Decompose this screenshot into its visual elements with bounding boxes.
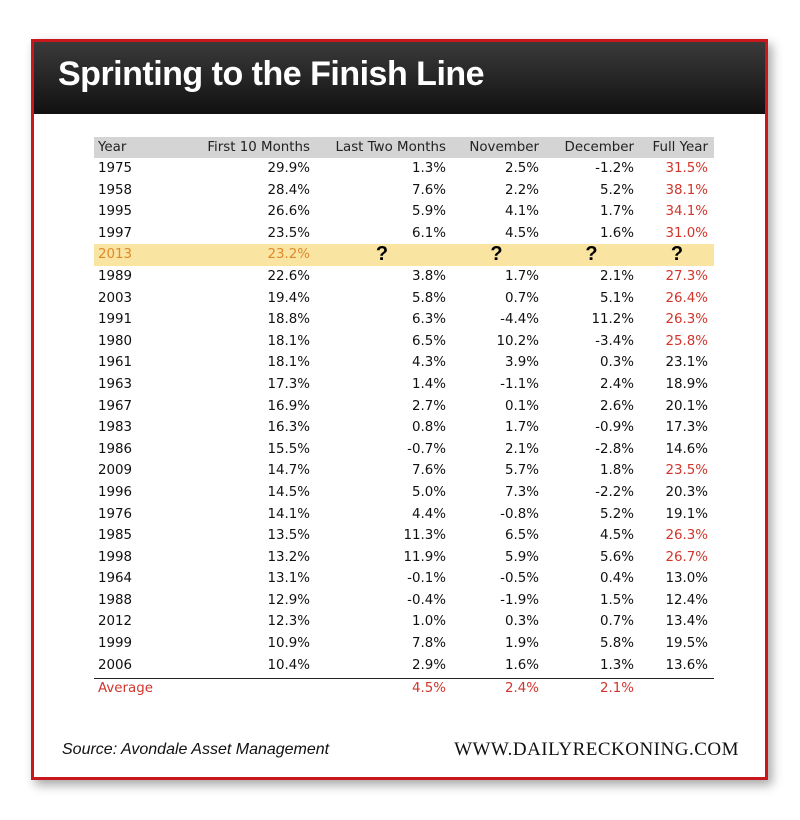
cell-last-two-months: 6.3% [411,312,446,328]
cell-last-two-months: 3.8% [411,268,446,284]
cell-december: 0.4% [599,571,634,587]
cell-november: -1.1% [500,376,539,392]
cell-last-two-months: 1.0% [411,614,446,630]
cell-november: 10.2% [496,333,539,349]
cell-first-10-months: 14.1% [267,506,310,522]
cell-full-year: 38.1% [665,182,708,198]
cell-december: 0.3% [599,355,634,371]
table-row [94,633,714,655]
cell-full-year: 19.1% [665,506,708,522]
source-note: Source: Avondale Asset Management [62,741,330,758]
cell-year: 1991 [98,312,133,328]
cell-year: 1976 [98,506,133,522]
cell-december: -0.9% [595,420,634,436]
table-row [94,309,714,331]
cell-december: 1.5% [599,592,634,608]
table-row [94,352,714,374]
cell-november: -1.9% [500,592,539,608]
cell-first-10-months: 16.3% [267,420,310,436]
cell-full-year: 13.6% [665,657,708,673]
cell-first-10-months: 26.6% [267,204,310,220]
table-row [94,525,714,547]
cell-november: 1.7% [504,268,539,284]
table-row [94,460,714,482]
header-november: November [469,140,539,155]
cell-first-10-months: 18.1% [267,355,310,371]
cell-first-10-months: 18.1% [267,333,310,349]
cell-november: 5.9% [504,549,539,565]
cell-last-two-months: 2.7% [411,398,446,414]
cell-december: -1.2% [595,161,634,176]
cell-first-10-months: 14.7% [267,463,310,479]
cell-year: 1988 [98,592,133,608]
cell-full-year: 31.0% [665,225,708,241]
cell-december: 5.2% [599,182,634,198]
cell-year: 1958 [98,182,133,198]
cell-december: 11.2% [591,312,634,328]
cell-december: 2.4% [599,376,634,392]
cell-december: ? [585,243,598,266]
cell-last-two-months: -0.4% [407,592,446,608]
cell-november: 0.3% [504,614,539,630]
cell-year: 1980 [98,333,133,349]
cell-full-year: 18.9% [665,376,708,392]
average-row [94,678,714,699]
table-row [94,655,714,677]
cell-full-year: 26.3% [665,528,708,544]
cell-full-year: 31.5% [665,161,708,176]
average-label: Average [98,681,153,697]
cell-year: 1963 [98,376,133,392]
average-full-year [640,679,714,699]
cell-last-two-months: 7.8% [411,636,446,652]
cell-year: 1964 [98,571,133,587]
cell-year: 2012 [98,614,133,630]
cell-december: -2.2% [595,484,634,500]
cell-last-two-months: 11.3% [403,528,446,544]
cell-first-10-months: 14.5% [267,484,310,500]
table-row [94,439,714,461]
table-row [94,482,714,504]
cell-december: 0.7% [599,614,634,630]
cell-full-year: 25.8% [665,333,708,349]
cell-november: 4.5% [504,225,539,241]
cell-december: 5.1% [599,290,634,306]
cell-full-year: 26.3% [665,312,708,328]
table-row [94,590,714,612]
cell-november: 2.2% [504,182,539,198]
header-december: December [564,140,634,155]
cell-last-two-months: 0.8% [411,420,446,436]
header-year: Year [98,140,127,155]
cell-last-two-months: ? [375,243,389,266]
cell-full-year: ? [670,243,684,266]
returns-table [94,137,714,699]
cell-last-two-months: 5.0% [411,484,446,500]
cell-year: 2013 [98,247,133,263]
cell-november: -4.4% [500,312,539,328]
cell-full-year: 26.7% [665,549,708,565]
cell-november: ? [490,243,503,266]
cell-last-two-months: 6.5% [411,333,446,349]
cell-year: 1999 [98,636,133,652]
cell-full-year: 26.4% [665,290,708,306]
cell-first-10-months: 13.2% [267,549,310,565]
header-first-10-months: First 10 Months [207,140,310,155]
table-row [94,547,714,569]
cell-full-year: 13.4% [665,614,708,630]
cell-last-two-months: 2.9% [411,657,446,673]
cell-december: 5.8% [599,636,634,652]
table-row [94,417,714,439]
cell-year: 1983 [98,420,133,436]
cell-first-10-months: 23.2% [267,247,310,263]
cell-last-two-months: 5.9% [411,204,446,220]
cell-full-year: 13.0% [665,571,708,587]
cell-first-10-months: 19.4% [267,290,310,306]
cell-november: -0.5% [500,571,539,587]
cell-november: 5.7% [504,463,539,479]
cell-full-year: 23.1% [665,355,708,371]
table-row-highlighted [94,244,714,266]
cell-first-10-months: 28.4% [267,182,310,198]
cell-year: 1985 [98,528,133,544]
average-first-10-months [158,679,314,699]
cell-november: 7.3% [504,484,539,500]
title-bar [34,42,765,114]
cell-last-two-months: 1.3% [411,161,446,176]
cell-year: 1998 [98,549,133,565]
cell-november: 0.7% [504,290,539,306]
site-watermark: WWW.DAILYRECKONING.COM [454,739,739,760]
cell-november: 0.1% [504,398,539,414]
table-row [94,201,714,223]
cell-year: 2003 [98,290,133,306]
cell-year: 1989 [98,268,133,284]
cell-last-two-months: 7.6% [411,182,446,198]
table-row [94,611,714,633]
cell-year: 1986 [98,441,133,457]
table-row [94,266,714,288]
cell-december: -2.8% [595,441,634,457]
header-last-two-months: Last Two Months [335,140,446,155]
cell-full-year: 23.5% [665,463,708,479]
cell-december: 2.6% [599,398,634,414]
cell-first-10-months: 12.3% [267,614,310,630]
chart-title: Sprinting to the Finish Line [58,55,485,93]
cell-december: 2.1% [599,268,634,284]
cell-full-year: 20.3% [665,484,708,500]
cell-last-two-months: -0.1% [407,571,446,587]
cell-year: 1997 [98,225,133,241]
cell-november: -0.8% [500,506,539,522]
table-row [94,504,714,526]
table-row [94,331,714,353]
cell-first-10-months: 18.8% [267,312,310,328]
chart-frame [31,39,768,780]
cell-first-10-months: 15.5% [267,441,310,457]
table-row [94,158,714,180]
table-row [94,374,714,396]
cell-november: 2.1% [504,441,539,457]
cell-last-two-months: 4.4% [411,506,446,522]
cell-last-two-months: -0.7% [407,441,446,457]
table-row [94,223,714,245]
cell-november: 4.1% [504,204,539,220]
table-row [94,568,714,590]
average-december: 2.1% [599,681,634,697]
cell-december: 5.6% [599,549,634,565]
cell-year: 2006 [98,657,133,673]
cell-last-two-months: 11.9% [403,549,446,565]
cell-november: 3.9% [504,355,539,371]
table-row [94,180,714,202]
cell-first-10-months: 23.5% [267,225,310,241]
cell-december: 1.3% [599,657,634,673]
cell-december: 4.5% [599,528,634,544]
cell-first-10-months: 29.9% [267,161,310,176]
cell-full-year: 12.4% [665,592,708,608]
cell-first-10-months: 17.3% [267,376,310,392]
cell-december: -3.4% [595,333,634,349]
cell-december: 1.6% [599,225,634,241]
cell-last-two-months: 4.3% [411,355,446,371]
cell-last-two-months: 7.6% [411,463,446,479]
cell-november: 2.5% [504,161,539,176]
cell-full-year: 19.5% [665,636,708,652]
cell-last-two-months: 5.8% [411,290,446,306]
cell-year: 1996 [98,484,133,500]
cell-november: 1.9% [504,636,539,652]
cell-first-10-months: 13.1% [267,571,310,587]
cell-year: 1975 [98,161,133,176]
cell-november: 1.6% [504,657,539,673]
header-full-year: Full Year [652,140,708,155]
cell-december: 5.2% [599,506,634,522]
cell-november: 6.5% [504,528,539,544]
cell-first-10-months: 10.9% [267,636,310,652]
cell-first-10-months: 12.9% [267,592,310,608]
average-november: 2.4% [504,681,539,697]
cell-full-year: 34.1% [665,204,708,220]
cell-first-10-months: 10.4% [267,657,310,673]
cell-full-year: 27.3% [665,268,708,284]
cell-last-two-months: 1.4% [411,376,446,392]
cell-full-year: 14.6% [665,441,708,457]
cell-last-two-months: 6.1% [411,225,446,241]
table-header-row [94,137,714,158]
cell-year: 1967 [98,398,133,414]
cell-full-year: 20.1% [665,398,708,414]
average-last-two-months: 4.5% [411,681,446,697]
table-row [94,288,714,310]
cell-year: 2009 [98,463,133,479]
cell-december: 1.8% [599,463,634,479]
cell-first-10-months: 13.5% [267,528,310,544]
cell-full-year: 17.3% [665,420,708,436]
cell-first-10-months: 16.9% [267,398,310,414]
cell-december: 1.7% [599,204,634,220]
cell-year: 1961 [98,355,133,371]
table-row [94,396,714,418]
cell-november: 1.7% [504,420,539,436]
cell-first-10-months: 22.6% [267,268,310,284]
cell-year: 1995 [98,204,133,220]
